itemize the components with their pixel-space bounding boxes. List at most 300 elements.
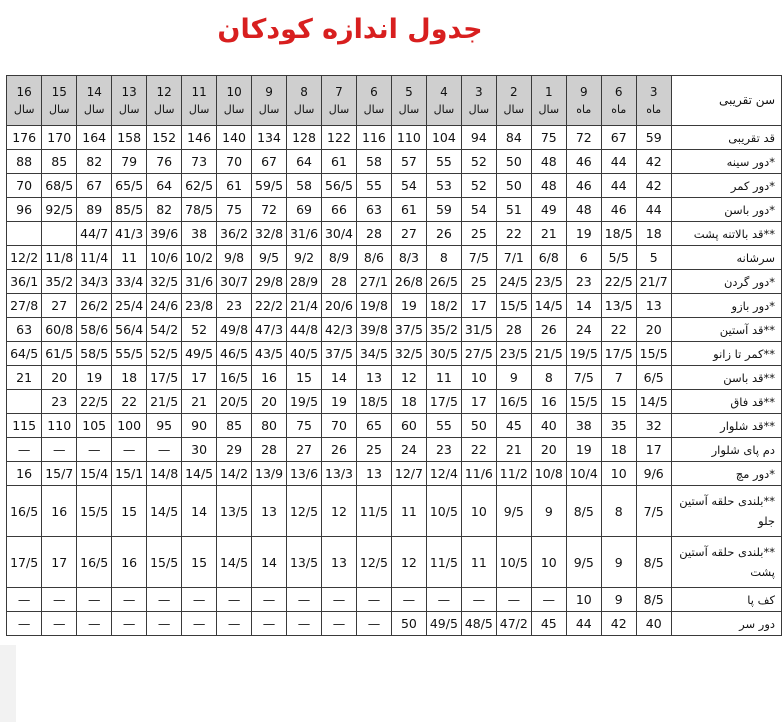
table-cell: 32/5 (391, 342, 426, 366)
table-cell: — (287, 588, 322, 612)
table-cell: 18 (601, 438, 636, 462)
table-cell: 7/5 (636, 486, 671, 537)
table-cell: 15/5 (147, 537, 182, 588)
table-cell: 9/2 (287, 246, 322, 270)
table-cell: 67 (601, 126, 636, 150)
table-cell: 44 (636, 198, 671, 222)
table-cell: 40 (531, 414, 566, 438)
table-cell: 5/5 (601, 246, 636, 270)
table-cell: 72 (566, 126, 601, 150)
table-cell: 20 (42, 366, 77, 390)
table-cell: — (391, 588, 426, 612)
table-cell: 10/4 (566, 462, 601, 486)
table-cell: 54 (461, 198, 496, 222)
table-cell: 24 (566, 318, 601, 342)
table-cell: 60 (391, 414, 426, 438)
table-cell: 110 (42, 414, 77, 438)
table-row (7, 150, 782, 174)
table-cell: 61 (217, 174, 252, 198)
table-cell: 76 (147, 150, 182, 174)
table-cell: 23 (426, 438, 461, 462)
table-cell: 52/5 (147, 342, 182, 366)
age-number: 12 (156, 84, 172, 99)
table-cell: 21 (531, 222, 566, 246)
table-cell: 49/5 (182, 342, 217, 366)
table-cell: — (112, 438, 147, 462)
table-cell: 12 (391, 537, 426, 588)
table-cell: — (7, 438, 42, 462)
table-cell: 10 (601, 462, 636, 486)
table-cell: 49/5 (426, 612, 461, 636)
table-cell: 35 (601, 414, 636, 438)
table-cell: 15/1 (112, 462, 147, 486)
table-cell: 9 (496, 366, 531, 390)
table-cell: 10 (461, 486, 496, 537)
table-cell: 61 (391, 198, 426, 222)
table-cell: 68/5 (42, 174, 77, 198)
table-cell: 27/8 (7, 294, 42, 318)
table-cell: 19/8 (356, 294, 391, 318)
table-cell: 36/1 (7, 270, 42, 294)
age-unit: سال (398, 102, 420, 116)
table-cell: 25 (356, 438, 391, 462)
table-cell: 70 (7, 174, 42, 198)
table-cell: 23/5 (531, 270, 566, 294)
table-row (7, 318, 782, 342)
table-cell: 15 (182, 537, 217, 588)
table-cell: 14/8 (147, 462, 182, 486)
table-cell: 51 (496, 198, 531, 222)
table-cell: 15/7 (42, 462, 77, 486)
table-cell: 10/5 (426, 486, 461, 537)
table-cell: 11/6 (461, 462, 496, 486)
table-cell: 61/5 (42, 342, 77, 366)
table-cell: 48 (531, 174, 566, 198)
table-cell: 20 (531, 438, 566, 462)
table-cell: 7/5 (461, 246, 496, 270)
table-cell: 55 (426, 414, 461, 438)
table-cell: 26 (322, 438, 357, 462)
table-cell: 50 (496, 174, 531, 198)
table-cell: 8/5 (566, 486, 601, 537)
table-cell: 75 (217, 198, 252, 222)
table-cell: 85/5 (112, 198, 147, 222)
table-cell: 15 (601, 390, 636, 414)
table-cell: 23/8 (182, 294, 217, 318)
age-column-header (252, 76, 287, 126)
table-cell: 25 (461, 222, 496, 246)
table-row (7, 366, 782, 390)
row-label: *دور سینه (671, 150, 781, 174)
age-column-header (496, 76, 531, 126)
age-unit: سال (503, 102, 525, 116)
table-cell: 12 (322, 486, 357, 537)
table-cell: 73 (182, 150, 217, 174)
table-cell: 116 (356, 126, 391, 150)
table-cell: 9/8 (217, 246, 252, 270)
table-cell: 164 (77, 126, 112, 150)
row-label: **قد باسن (671, 366, 781, 390)
table-cell: 21/5 (531, 342, 566, 366)
table-cell: 80 (252, 414, 287, 438)
table-cell: 21 (7, 366, 42, 390)
table-cell: 9 (601, 588, 636, 612)
table-cell: 28 (252, 438, 287, 462)
table-cell: 14/2 (217, 462, 252, 486)
age-unit: ماه (611, 102, 627, 116)
age-number: 7 (335, 84, 343, 99)
table-cell: 64 (287, 150, 322, 174)
table-cell: 19 (566, 438, 601, 462)
table-cell: — (77, 612, 112, 636)
table-cell: 62/5 (182, 174, 217, 198)
table-cell: 34/3 (77, 270, 112, 294)
table-cell: — (531, 588, 566, 612)
table-cell: 12 (391, 366, 426, 390)
table-cell: 14 (566, 294, 601, 318)
table-cell: 17 (461, 294, 496, 318)
table-cell: 50 (461, 414, 496, 438)
table-cell (7, 390, 42, 414)
row-label: **بلندی حلقه آستین جلو (671, 486, 781, 537)
scroll-edge (0, 645, 16, 722)
table-cell: 10/5 (496, 537, 531, 588)
row-label: قد تقریبی (671, 126, 781, 150)
table-cell: 8/3 (391, 246, 426, 270)
table-cell: 34/5 (356, 342, 391, 366)
table-row (7, 294, 782, 318)
table-row (7, 414, 782, 438)
table-cell: 30 (182, 438, 217, 462)
table-cell: 8 (531, 366, 566, 390)
age-number: 14 (86, 84, 102, 99)
table-cell: — (217, 588, 252, 612)
table-cell: 82 (147, 198, 182, 222)
table-row (7, 438, 782, 462)
table-cell: 23 (566, 270, 601, 294)
table-cell: 52 (182, 318, 217, 342)
table-cell: 10 (461, 366, 496, 390)
table-cell: 58/5 (77, 342, 112, 366)
table-cell: 16/5 (217, 366, 252, 390)
table-cell (42, 222, 77, 246)
age-column-header (391, 76, 426, 126)
table-cell: 22 (601, 318, 636, 342)
age-unit: سال (468, 102, 490, 116)
age-column-header (566, 76, 601, 126)
table-cell: 14/5 (531, 294, 566, 318)
table-cell: 122 (322, 126, 357, 150)
table-cell: 25/4 (112, 294, 147, 318)
table-cell: 32 (636, 414, 671, 438)
table-cell: 67 (252, 150, 287, 174)
table-cell: 75 (531, 126, 566, 150)
table-cell: 11 (391, 486, 426, 537)
table-cell: 19/5 (287, 390, 322, 414)
age-unit: سال (118, 102, 140, 116)
table-cell: 19 (566, 222, 601, 246)
table-cell: 39/8 (356, 318, 391, 342)
table-cell: 44 (601, 150, 636, 174)
table-cell: 176 (7, 126, 42, 150)
table-cell: 26 (531, 318, 566, 342)
table-row (7, 126, 782, 150)
table-cell: 90 (182, 414, 217, 438)
table-cell: 52 (461, 150, 496, 174)
table-cell: — (322, 612, 357, 636)
table-cell: 11/5 (426, 537, 461, 588)
row-label: *دور باسن (671, 198, 781, 222)
table-cell: 22/5 (77, 390, 112, 414)
table-cell: 42 (601, 612, 636, 636)
table-cell: 21/5 (147, 390, 182, 414)
table-cell: 17/5 (601, 342, 636, 366)
age-number: 2 (510, 84, 518, 99)
table-cell: 10 (531, 537, 566, 588)
age-unit: ماه (646, 102, 662, 116)
table-cell: 13/5 (601, 294, 636, 318)
table-cell: 7 (601, 366, 636, 390)
table-cell: 41/3 (112, 222, 147, 246)
table-cell: 7/1 (496, 246, 531, 270)
table-cell: 55 (426, 150, 461, 174)
table-cell: 19 (77, 366, 112, 390)
table-cell: 8/5 (636, 537, 671, 588)
age-unit: ماه (576, 102, 592, 116)
table-cell: 11/8 (42, 246, 77, 270)
table-cell: 11/4 (77, 246, 112, 270)
age-column-header (636, 76, 671, 126)
age-number: 6 (370, 84, 378, 99)
table-cell: 128 (287, 126, 322, 150)
table-cell: 95 (147, 414, 182, 438)
table-cell: 50 (391, 612, 426, 636)
age-column-header (112, 76, 147, 126)
table-cell: — (252, 588, 287, 612)
header-row (7, 76, 782, 126)
table-row (7, 588, 782, 612)
table-cell: — (42, 438, 77, 462)
table-cell: 16 (7, 462, 42, 486)
age-column-header (461, 76, 496, 126)
table-cell: 28/9 (287, 270, 322, 294)
age-unit: سال (293, 102, 315, 116)
table-cell: 84 (496, 126, 531, 150)
table-cell: — (252, 612, 287, 636)
table-row (7, 486, 782, 537)
age-column-header (217, 76, 252, 126)
table-cell: 14/5 (217, 537, 252, 588)
table-cell: 28 (496, 318, 531, 342)
row-label: **قد آستین (671, 318, 781, 342)
table-cell: 17/5 (7, 537, 42, 588)
table-cell: 63 (7, 318, 42, 342)
size-table-container (6, 75, 782, 636)
table-cell: 13 (322, 537, 357, 588)
table-cell: 11 (426, 366, 461, 390)
table-cell: — (461, 588, 496, 612)
table-cell: 14 (182, 486, 217, 537)
table-cell: 36/2 (217, 222, 252, 246)
table-cell: 27 (391, 222, 426, 246)
table-cell: 30/7 (217, 270, 252, 294)
table-cell: 85 (42, 150, 77, 174)
table-cell: 57 (391, 150, 426, 174)
table-cell: 9/5 (566, 537, 601, 588)
age-number: 4 (440, 84, 448, 99)
table-cell: 18 (636, 222, 671, 246)
age-unit: سال (258, 102, 280, 116)
table-cell: 26 (426, 222, 461, 246)
table-cell: 14/5 (147, 486, 182, 537)
table-cell: 55/5 (112, 342, 147, 366)
table-cell: — (77, 438, 112, 462)
table-cell: 35/2 (426, 318, 461, 342)
table-cell: 115 (7, 414, 42, 438)
table-cell: 49/8 (217, 318, 252, 342)
table-cell: 22/5 (601, 270, 636, 294)
table-cell: — (287, 612, 322, 636)
table-cell: 9/5 (496, 486, 531, 537)
table-cell: 61 (322, 150, 357, 174)
table-row (7, 174, 782, 198)
table-cell: 18 (391, 390, 426, 414)
table-cell: — (322, 588, 357, 612)
row-label: سرشانه (671, 246, 781, 270)
table-cell: 64/5 (7, 342, 42, 366)
table-cell: 9 (601, 537, 636, 588)
table-cell: 13/3 (322, 462, 357, 486)
table-cell: 32/5 (147, 270, 182, 294)
row-label: **قد شلوار (671, 414, 781, 438)
table-cell: 21 (496, 438, 531, 462)
table-cell: 14/5 (636, 390, 671, 414)
table-cell: 96 (7, 198, 42, 222)
table-cell: 58/6 (77, 318, 112, 342)
table-cell: 16 (531, 390, 566, 414)
table-cell: 29/8 (252, 270, 287, 294)
table-row (7, 462, 782, 486)
table-cell: 5 (636, 246, 671, 270)
table-cell: 25 (461, 270, 496, 294)
table-cell: 28 (322, 270, 357, 294)
age-number: 16 (16, 84, 32, 99)
table-cell: 59 (636, 126, 671, 150)
age-number: 11 (191, 84, 207, 99)
table-cell: 13 (252, 486, 287, 537)
table-cell: 22 (461, 438, 496, 462)
table-cell: — (182, 588, 217, 612)
table-cell: 12/5 (356, 537, 391, 588)
table-cell: 72 (252, 198, 287, 222)
table-cell: 79 (112, 150, 147, 174)
table-cell: 46/5 (217, 342, 252, 366)
table-cell: 16/5 (496, 390, 531, 414)
row-label: *دور مچ (671, 462, 781, 486)
table-cell: — (77, 588, 112, 612)
age-number: 13 (121, 84, 137, 99)
row-label: *دور کمر (671, 174, 781, 198)
table-cell: 7/5 (566, 366, 601, 390)
table-cell: 12/4 (426, 462, 461, 486)
table-cell: 16/5 (7, 486, 42, 537)
table-cell: 13/5 (217, 486, 252, 537)
table-cell: 18 (112, 366, 147, 390)
page-title: جدول اندازه کودکان (217, 14, 483, 45)
table-cell: 38 (566, 414, 601, 438)
table-cell (7, 222, 42, 246)
table-cell: — (147, 438, 182, 462)
table-cell: 89 (77, 198, 112, 222)
table-cell: 47/3 (252, 318, 287, 342)
table-cell: 11 (461, 537, 496, 588)
table-cell: 58 (356, 150, 391, 174)
table-cell: 15 (287, 366, 322, 390)
age-column-header (426, 76, 461, 126)
row-label: **بلندی حلقه آستین پشت (671, 537, 781, 588)
table-cell: 28 (356, 222, 391, 246)
table-cell: 13 (356, 366, 391, 390)
table-cell: 17 (182, 366, 217, 390)
table-cell: 18/2 (426, 294, 461, 318)
table-cell: 54/2 (147, 318, 182, 342)
table-cell: 6/5 (636, 366, 671, 390)
table-cell: 23 (42, 390, 77, 414)
table-row (7, 390, 782, 414)
age-number: 9 (265, 84, 273, 99)
table-cell: — (496, 588, 531, 612)
table-cell: 13/9 (252, 462, 287, 486)
table-row (7, 222, 782, 246)
table-cell: 54 (391, 174, 426, 198)
table-cell: 13/5 (287, 537, 322, 588)
table-cell: — (42, 588, 77, 612)
table-cell: 56/5 (322, 174, 357, 198)
age-number: 8 (300, 84, 308, 99)
table-cell: — (147, 612, 182, 636)
table-cell: 45 (531, 612, 566, 636)
table-row (7, 270, 782, 294)
row-label: **قد فاق (671, 390, 781, 414)
table-cell: 24 (391, 438, 426, 462)
table-cell: 9/5 (252, 246, 287, 270)
table-cell: 45 (496, 414, 531, 438)
row-label: کف پا (671, 588, 781, 612)
table-cell: 31/6 (182, 270, 217, 294)
table-cell: — (356, 612, 391, 636)
table-cell: 16/5 (77, 537, 112, 588)
table-row (7, 342, 782, 366)
table-cell: — (112, 588, 147, 612)
table-cell: 65 (356, 414, 391, 438)
table-cell: 27/1 (356, 270, 391, 294)
age-unit: سال (328, 102, 350, 116)
age-column-header (42, 76, 77, 126)
table-cell: 23/5 (496, 342, 531, 366)
table-cell: 32/8 (252, 222, 287, 246)
table-cell: 100 (112, 414, 147, 438)
age-unit: سال (153, 102, 175, 116)
table-cell: 16 (252, 366, 287, 390)
table-cell: 44/7 (77, 222, 112, 246)
table-cell: 12/5 (287, 486, 322, 537)
table-cell: 152 (147, 126, 182, 150)
table-cell: 63 (356, 198, 391, 222)
table-cell: 44/8 (287, 318, 322, 342)
table-cell: 14 (322, 366, 357, 390)
age-column-header (287, 76, 322, 126)
table-cell: 27/5 (461, 342, 496, 366)
